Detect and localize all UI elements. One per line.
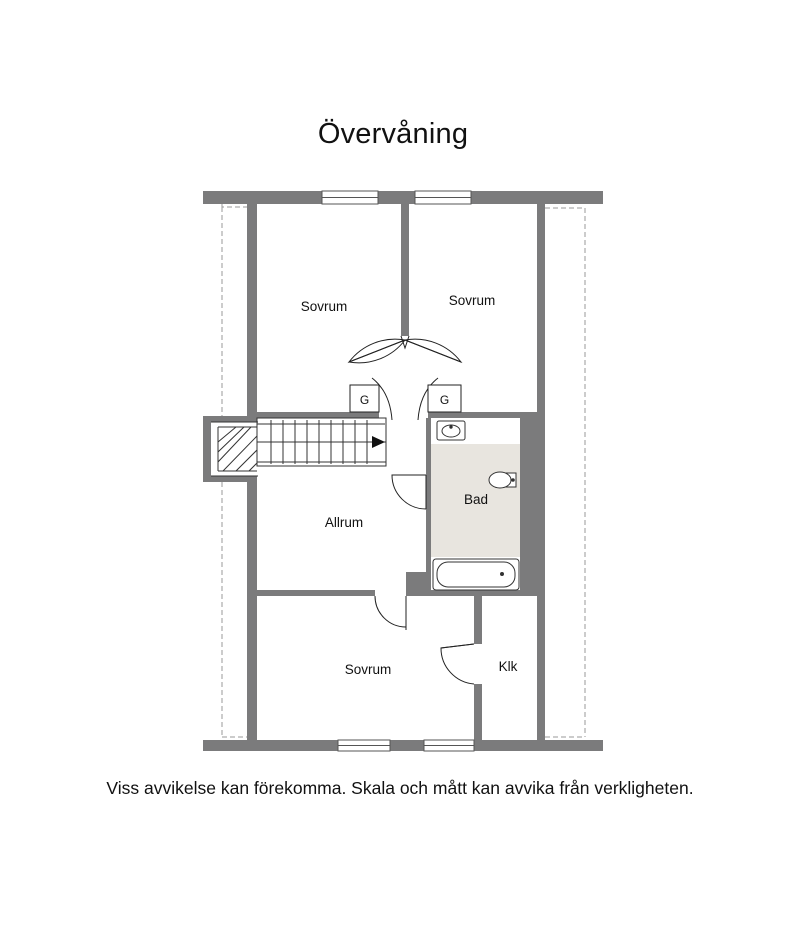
disclaimer-text: Viss avvikelse kan förekomma. Skala och mått kan avvika från verkligheten. (106, 778, 694, 798)
room-label-sovrum-bottom: Sovrum (344, 662, 392, 677)
closet-label-right: G (439, 393, 450, 407)
floor-title: Övervåning (317, 118, 469, 150)
room-label-bad: Bad (463, 492, 489, 507)
room-label-allrum: Allrum (324, 515, 364, 530)
room-label-sovrum-top-left: Sovrum (300, 299, 348, 314)
staircase (211, 418, 386, 476)
closet-label-left: G (359, 393, 370, 407)
room-label-sovrum-top-right: Sovrum (448, 293, 496, 308)
walls (203, 191, 603, 751)
room-label-klk: Klk (498, 659, 518, 674)
